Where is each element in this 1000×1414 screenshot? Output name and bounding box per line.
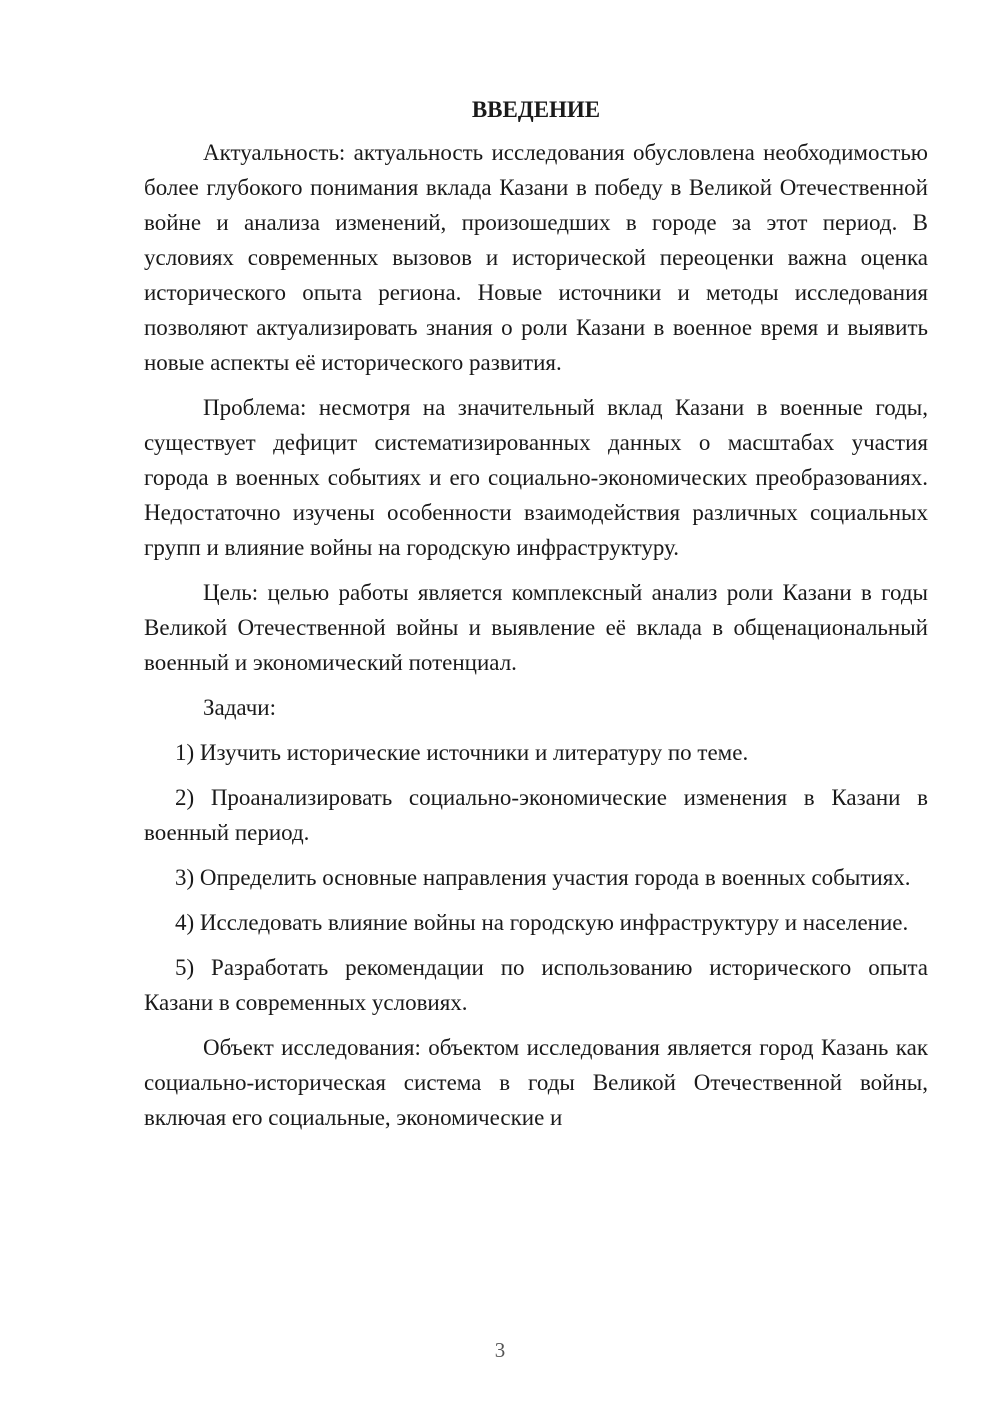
paragraph-object: Объект исследования: объектом исследования является город Казань как социально-историческая система в годы Великой Отечественной войны, включая его социальные, экономические и — [144, 1035, 928, 1130]
task-item: 1) Изучить исторические источники и литературу по теме. — [175, 740, 749, 765]
tasks-label: Задачи: — [203, 695, 276, 720]
task-item: 3) Определить основные направления участия города в военных событиях. — [175, 865, 911, 890]
task-item: 4) Исследовать влияние войны на городскую инфраструктуру и население. — [175, 910, 909, 935]
page-number: 3 — [494, 1338, 506, 1362]
paragraph-relevance: Актуальность: актуальность исследования обусловлена необходимостью более глубокого понимания вклада Казани в победу в Великой Отечественной войне и анализа изменений, произошедших в городе за этот период. В условиях современных вызовов и исторической переоценки важна оценка исторического опыта региона. Новые источники и методы исследования позволяют актуализировать знания о роли Казани в военное время и выявить новые аспекты её исторического развития. — [144, 140, 928, 375]
paragraph-goal: Цель: целью работы является комплексный анализ роли Казани в годы Великой Отечественной войны и выявление её вклада в общенациональный военный и экономический потенциал. — [144, 580, 928, 675]
paragraph-problem: Проблема: несмотря на значительный вклад Казани в военные годы, существует дефицит систематизированных данных о масштабах участия города в военных событиях и его социально-экономических преобразованиях. Недостаточно изучены особенности взаимодействия различных социальных групп и влияние войны на городскую инфраструктуру. — [144, 395, 928, 560]
section-heading: ВВЕДЕНИЕ — [471, 97, 601, 122]
task-item: 2) Проанализировать социально-экономические изменения в Казани в военный период. — [144, 785, 928, 845]
task-item: 5) Разработать рекомендации по использованию исторического опыта Казани в современных условиях. — [144, 955, 928, 1015]
page-content — [144, 95, 928, 1145]
